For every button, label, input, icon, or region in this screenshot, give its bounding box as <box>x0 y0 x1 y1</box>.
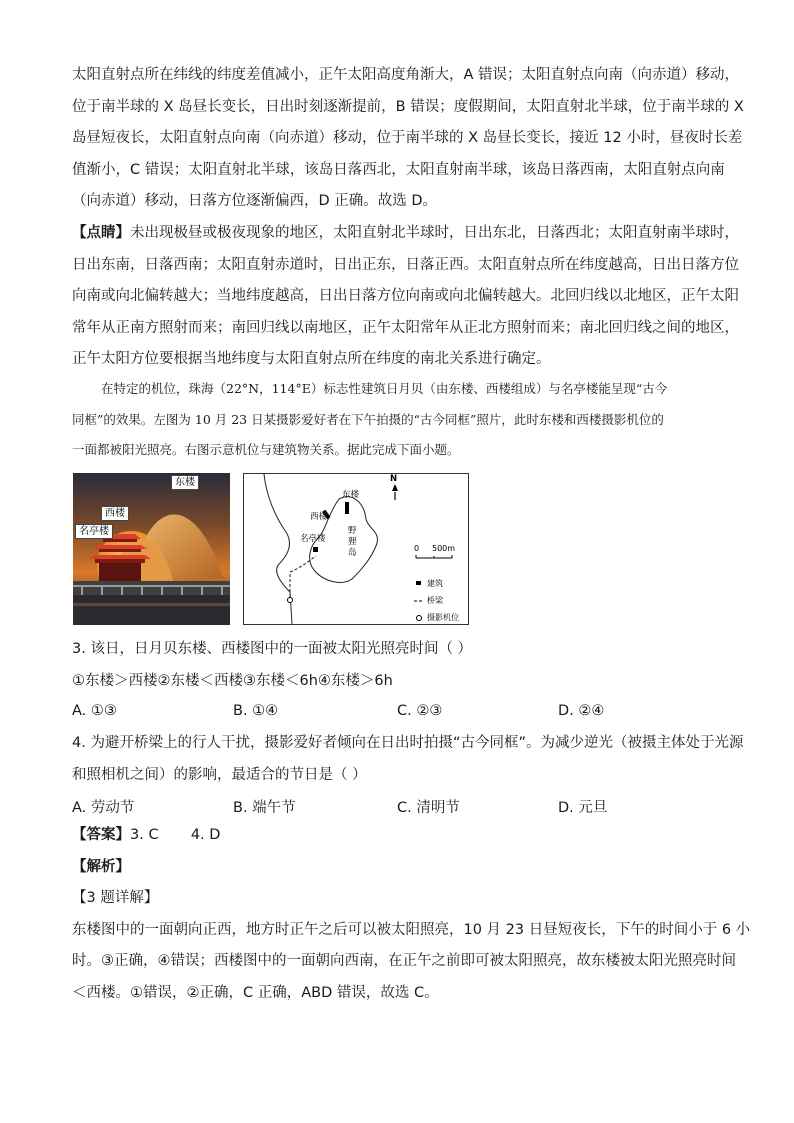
photo-label-east-building: 东楼 <box>171 475 199 490</box>
question-4 <box>72 728 744 791</box>
map-label-pavilion: 名亭楼 <box>300 534 326 544</box>
text-line: 一面都被阳光照亮。右图示意机位与建筑物关系。据此完成下面小题。 <box>72 442 460 457</box>
photo-figure <box>73 473 230 625</box>
building-pavilion <box>313 547 318 552</box>
text-line: 向南或向北偏转越大；当地纬度越高，日出日落方位向南或向北偏转越大。北回归线以北地区，正午太阳 <box>72 288 739 304</box>
answer-section <box>72 820 751 1009</box>
question-4-stem-line2: 和照相机之间）的影响，最适合的节日是（ ） <box>72 766 367 783</box>
map-figure <box>243 473 469 625</box>
island-label-2: 狸 <box>348 537 357 547</box>
legend-bridge-label: 桥梁 <box>427 596 443 605</box>
detail-label: 【3 题详解】 <box>72 890 159 906</box>
text-line: 正午太阳方位要根据当地纬度与太阳直射点所在纬度的南北关系进行确定。 <box>72 351 551 367</box>
photo-label-pavilion: 名亭楼 <box>75 524 113 539</box>
option-a[interactable]: A. ①③ <box>72 703 117 719</box>
scale-zero-label: 0 <box>414 544 420 553</box>
legend-camera-label: 摄影机位 <box>427 613 459 622</box>
text-line: 时。③正确，④错误；西楼图中的一面朝向西南，在正午之前即可被太阳照亮，故东楼被太阳光照亮时间 <box>72 953 736 969</box>
analysis-label: 【解析】 <box>72 858 130 875</box>
question-4-stem-line1: 4. 为避开桥梁上的行人干扰，摄影爱好者倾向在日出时拍摄“古今同框”。为减少逆光（被摄主体处于光源 <box>72 735 744 751</box>
answer-label: 【答案】 <box>72 827 130 843</box>
question-3-stem: 3. 该日，日月贝东楼、西楼图中的一面被太阳光照亮时间（ ） <box>72 641 473 657</box>
text-line: 岛昼短夜长，太阳直射点向南（向赤道）移动，位于南半球的 X 岛昼长变长，接近 12 小时，昼夜时长差 <box>72 130 743 146</box>
answer-text: 3. C 4. D <box>130 827 221 843</box>
option-c[interactable]: C. 清明节 <box>397 800 460 816</box>
text-line: 太阳直射点所在纬线的纬度差值减小，正午太阳高度角渐大，A 错误；太阳直射点向南（向赤道）移动， <box>72 67 740 83</box>
text-line: 同框”的效果。左图为 10 月 23 日某摄影爱好者在下午拍摄的“古今同框”照片，此时东楼和西楼摄影机位的 <box>72 411 664 427</box>
text-line: 在特定的机位，珠海（22°N，114°E）标志性建筑日月贝（由东楼、西楼组成）与名亭楼能呈现“古今 <box>101 381 668 396</box>
text-line: 值渐小，C 错误；太阳直射北半球，该岛日落西北，太阳直射南半球，该岛日落西南，太阳直射点向南 <box>72 161 725 178</box>
paragraph-explanation <box>72 60 744 218</box>
question-3 <box>72 634 724 697</box>
text-line: ＜西楼。①错误，②正确，C 正确，ABD 错误，故选 C。 <box>72 984 439 1001</box>
option-d[interactable]: D. 元旦 <box>558 800 608 816</box>
text-line: 日出东南，日落西南；太阳直射赤道时，日出正东，日落正西。太阳直射点所在纬度越高，日出日落方位 <box>72 256 739 273</box>
question-3-statements: ①东楼＞西楼②东楼＜西楼③东楼＜6h④东楼＞6h <box>72 672 393 689</box>
photo-label-west-building: 西楼 <box>101 506 129 521</box>
text-line: （向赤道）移动，日落方位逐渐偏西，D 正确。故选 D。 <box>72 193 438 209</box>
option-a[interactable]: A. 劳动节 <box>72 800 135 816</box>
text-line: 未出现极昼或极夜现象的地区，太阳直射北半球时，日出东北，日落西北；太阳直射南半球时， <box>130 225 739 241</box>
text-line: 常年从正南方照射而来；南回归线以南地区，正午太阳常年从正北方照射而来；南北回归线之间的地区， <box>72 319 739 336</box>
scale-length-label: 500m <box>432 544 456 553</box>
text-line: 位于南半球的 X 岛昼长变长，日出时刻逐渐提前，B 错误；度假期间，太阳直射北半球，位于南半球的 X <box>72 98 744 115</box>
option-b[interactable]: B. 端午节 <box>233 800 296 816</box>
island-label-3: 岛 <box>348 548 357 558</box>
option-c[interactable]: C. ②③ <box>397 703 443 719</box>
north-label: N <box>390 474 398 484</box>
option-b[interactable]: B. ①④ <box>233 703 279 719</box>
paragraph-dianjing <box>72 218 739 376</box>
legend-building-label: 建筑 <box>427 579 443 588</box>
bridge-line <box>290 556 316 572</box>
question-3-options <box>72 703 724 727</box>
dianjing-label: 【点睛】 <box>72 225 130 241</box>
option-d[interactable]: D. ②④ <box>558 703 605 719</box>
building-east <box>345 502 349 514</box>
map-label-east-building: 东楼 <box>342 490 360 500</box>
camera-position-marker <box>288 598 293 603</box>
text-line: 东楼图中的一面朝向正西，地方时正午之后可以被太阳照亮，10 月 23 日昼短夜长，下午的时间小于 6 小 <box>72 921 751 938</box>
sunset-photo <box>73 473 230 625</box>
material-paragraph <box>72 374 724 466</box>
island-label-1: 野 <box>348 526 357 536</box>
map-label-west-building: 西楼 <box>310 512 328 522</box>
question-4-options <box>72 796 724 820</box>
